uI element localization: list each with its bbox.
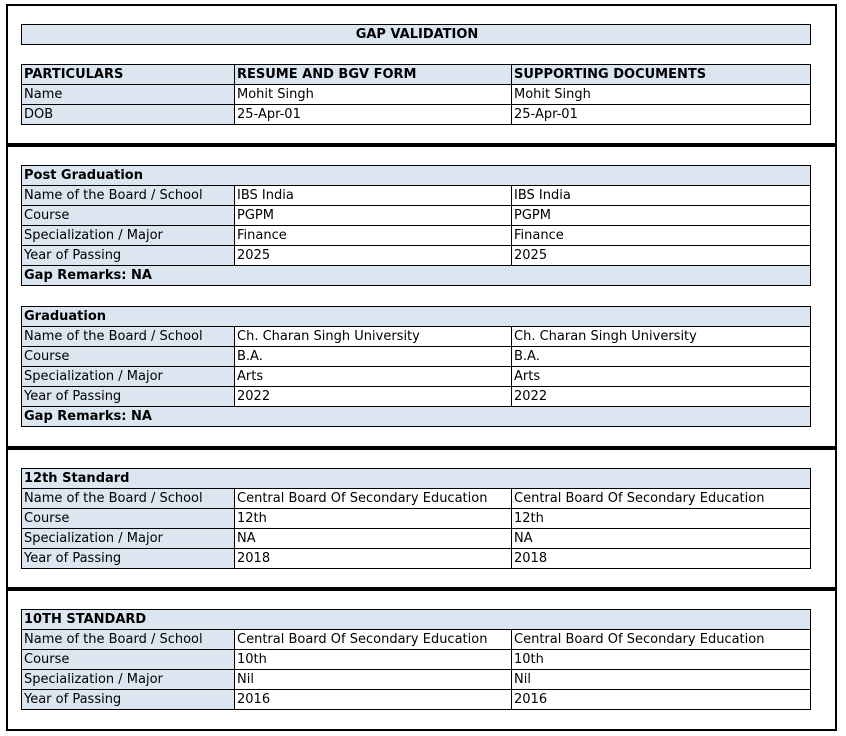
table-row: [22, 105, 811, 125]
document-value: IBS India: [512, 186, 811, 206]
document-value: B.A.: [512, 347, 811, 367]
row-label: Course: [22, 206, 235, 226]
table-row: [22, 246, 811, 266]
row-label: Course: [22, 650, 235, 670]
header-particulars: PARTICULARS: [22, 65, 235, 85]
table-row: [22, 670, 811, 690]
twelfth-standard-table: [21, 468, 811, 569]
resume-value: 10th: [235, 650, 512, 670]
resume-value: Central Board Of Secondary Education: [235, 630, 512, 650]
resume-value: 2018: [235, 549, 512, 569]
resume-value: 12th: [235, 509, 512, 529]
row-label: Year of Passing: [22, 387, 235, 407]
header-documents: SUPPORTING DOCUMENTS: [512, 65, 811, 85]
table-row: [22, 186, 811, 206]
resume-value: 2025: [235, 246, 512, 266]
table-row: [22, 367, 811, 387]
document-value: 12th: [512, 509, 811, 529]
table-row: [22, 690, 811, 710]
tenth-standard-table: [21, 609, 811, 710]
table-row: [22, 387, 811, 407]
row-label: Specialization / Major: [22, 367, 235, 387]
table-row: [22, 206, 811, 226]
document-value: Central Board Of Secondary Education: [512, 489, 811, 509]
section-heading: 10TH STANDARD: [22, 610, 811, 630]
gap-remarks: Gap Remarks: NA: [22, 407, 811, 427]
row-label: Year of Passing: [22, 246, 235, 266]
section-heading: Graduation: [22, 307, 811, 327]
table-row: [22, 529, 811, 549]
row-label: Name of the Board / School: [22, 327, 235, 347]
table-row: [22, 347, 811, 367]
row-label: Name of the Board / School: [22, 489, 235, 509]
resume-value: IBS India: [235, 186, 512, 206]
row-label: Name of the Board / School: [22, 630, 235, 650]
document-value: 10th: [512, 650, 811, 670]
row-label: Specialization / Major: [22, 670, 235, 690]
resume-value: Finance: [235, 226, 512, 246]
title-table: [21, 24, 811, 45]
section-heading: 12th Standard: [22, 469, 811, 489]
row-label: Name of the Board / School: [22, 186, 235, 206]
resume-value: 25-Apr-01: [235, 105, 512, 125]
document-value: 2025: [512, 246, 811, 266]
table-row: [22, 650, 811, 670]
row-label: DOB: [22, 105, 235, 125]
page-title: GAP VALIDATION: [22, 25, 811, 45]
gap-remarks: Gap Remarks: NA: [22, 266, 811, 286]
row-label: Specialization / Major: [22, 529, 235, 549]
resume-value: PGPM: [235, 206, 512, 226]
document-value: 2022: [512, 387, 811, 407]
resume-value: Arts: [235, 367, 512, 387]
document-value: 2016: [512, 690, 811, 710]
table-row: [22, 226, 811, 246]
table-row: [22, 630, 811, 650]
table-row: [22, 549, 811, 569]
document-value: Central Board Of Secondary Education: [512, 630, 811, 650]
document-value: 25-Apr-01: [512, 105, 811, 125]
row-label: Course: [22, 509, 235, 529]
resume-value: 2016: [235, 690, 512, 710]
table-row: [22, 85, 811, 105]
personal-table: [21, 64, 811, 125]
resume-value: Nil: [235, 670, 512, 690]
document-value: Mohit Singh: [512, 85, 811, 105]
document-value: NA: [512, 529, 811, 549]
resume-value: Central Board Of Secondary Education: [235, 489, 512, 509]
section-heading: Post Graduation: [22, 166, 811, 186]
document-value: PGPM: [512, 206, 811, 226]
document-value: Arts: [512, 367, 811, 387]
resume-value: Ch. Charan Singh University: [235, 327, 512, 347]
resume-value: B.A.: [235, 347, 512, 367]
document-value: 2018: [512, 549, 811, 569]
header-resume: RESUME AND BGV FORM: [235, 65, 512, 85]
row-label: Name: [22, 85, 235, 105]
table-row: [22, 489, 811, 509]
column-header-row: [22, 65, 811, 85]
resume-value: NA: [235, 529, 512, 549]
table-row: [22, 509, 811, 529]
row-label: Specialization / Major: [22, 226, 235, 246]
row-label: Year of Passing: [22, 549, 235, 569]
document-value: Ch. Charan Singh University: [512, 327, 811, 347]
resume-value: Mohit Singh: [235, 85, 512, 105]
post-graduation-table: [21, 165, 811, 286]
row-label: Year of Passing: [22, 690, 235, 710]
document-value: Nil: [512, 670, 811, 690]
table-row: [22, 327, 811, 347]
graduation-table: [21, 306, 811, 427]
resume-value: 2022: [235, 387, 512, 407]
row-label: Course: [22, 347, 235, 367]
document-value: Finance: [512, 226, 811, 246]
